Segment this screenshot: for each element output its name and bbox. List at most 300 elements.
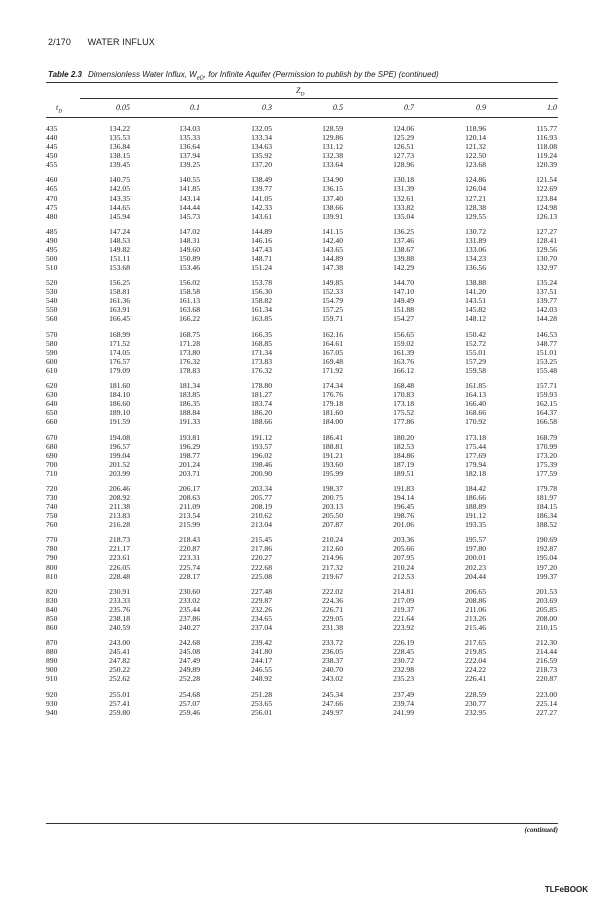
value-cell: 197.20 (536, 562, 557, 572)
table-row (46, 263, 558, 272)
col-header: 0.05 (116, 103, 130, 112)
value-cell: 156.30 (251, 287, 272, 297)
value-cell: 208.86 (465, 595, 486, 605)
value-cell: 139.88 (393, 253, 414, 263)
table-row (46, 572, 558, 581)
value-cell: 259.46 (179, 707, 200, 717)
value-cell: 191.59 (109, 417, 130, 427)
value-cell: 134.23 (465, 253, 486, 263)
value-cell: 145.73 (179, 211, 200, 221)
value-cell: 231.38 (322, 622, 343, 632)
value-cell: 189.10 (109, 408, 130, 418)
value-cell: 240.27 (179, 622, 200, 632)
td-cell: 810 (46, 571, 58, 581)
value-cell: 148.53 (109, 235, 130, 245)
td-cell: 480 (46, 211, 58, 221)
table-label: Table 2.3 (48, 70, 82, 79)
value-cell: 221.17 (109, 544, 130, 554)
value-cell: 236.05 (322, 647, 343, 657)
table-row (46, 502, 558, 511)
value-cell: 149.82 (109, 244, 130, 254)
value-cell: 198.46 (251, 459, 272, 469)
value-cell: 173.18 (393, 399, 414, 409)
td-cell: 780 (46, 544, 58, 554)
table-row (46, 605, 558, 614)
table-row (46, 638, 558, 647)
value-cell: 168.66 (465, 408, 486, 418)
value-cell: 215.45 (251, 535, 272, 545)
value-cell: 169.48 (322, 356, 343, 366)
value-cell: 202.23 (465, 562, 486, 572)
value-cell: 196.57 (109, 441, 130, 451)
value-cell: 134.90 (322, 175, 343, 185)
table-row (46, 184, 558, 193)
td-cell: 445 (46, 142, 58, 152)
value-cell: 186.41 (322, 432, 343, 442)
value-cell: 151.24 (251, 263, 272, 273)
value-cell: 139.45 (109, 160, 130, 170)
value-cell: 233.72 (322, 638, 343, 648)
value-cell: 194.14 (393, 493, 414, 502)
value-cell: 118.08 (536, 142, 557, 152)
value-cell: 136.25 (393, 226, 414, 236)
td-cell: 940 (46, 707, 58, 717)
value-cell: 199.04 (109, 450, 130, 460)
value-cell: 176.57 (109, 356, 130, 366)
value-cell: 235.76 (109, 604, 130, 614)
value-cell: 155.01 (465, 347, 486, 357)
value-cell: 158.81 (109, 287, 130, 297)
value-cell: 168.48 (393, 381, 414, 391)
value-cell: 173.80 (179, 347, 200, 357)
value-cell: 191.21 (322, 450, 343, 460)
value-cell: 133.64 (322, 160, 343, 170)
td-cell: 465 (46, 184, 58, 194)
zd-header: $Z_D$ (296, 86, 305, 98)
value-cell: 191.33 (179, 417, 200, 427)
td-cell: 730 (46, 493, 58, 502)
column-headers (46, 103, 558, 113)
value-cell: 175.39 (536, 459, 557, 469)
value-cell: 239.42 (251, 638, 272, 648)
value-cell: 129.55 (465, 211, 486, 221)
value-cell: 159.58 (465, 365, 486, 375)
value-cell: 141.85 (179, 184, 200, 194)
value-cell: 249.89 (179, 665, 200, 675)
value-cell: 203.13 (322, 502, 343, 512)
value-cell: 121.54 (536, 175, 557, 185)
value-cell: 128.59 (322, 124, 343, 133)
value-cell: 131.12 (322, 142, 343, 152)
value-cell: 193.81 (179, 432, 200, 442)
table-row (46, 381, 558, 390)
td-cell: 880 (46, 647, 58, 657)
value-cell: 188.84 (179, 408, 200, 418)
value-cell: 144.89 (251, 226, 272, 236)
value-cell: 168.85 (251, 338, 272, 348)
table-row (46, 160, 558, 169)
watermark: TLFeBOOK (544, 885, 588, 894)
value-cell: 122.50 (465, 151, 486, 161)
td-cell: 630 (46, 390, 58, 400)
value-cell: 168.99 (109, 329, 130, 339)
table-row (46, 699, 558, 708)
value-cell: 148.71 (251, 253, 272, 263)
value-cell: 200.90 (251, 468, 272, 478)
value-cell: 159.93 (536, 390, 557, 400)
value-cell: 137.20 (251, 160, 272, 170)
value-cell: 228.59 (465, 689, 486, 699)
value-cell: 134.63 (251, 142, 272, 152)
value-cell: 228.48 (109, 571, 130, 581)
value-cell: 221.64 (393, 613, 414, 623)
row-group (46, 175, 558, 220)
value-cell: 122.69 (536, 184, 557, 194)
table-caption (48, 70, 558, 82)
value-cell: 247.66 (322, 698, 343, 708)
value-cell: 232.26 (251, 604, 272, 614)
value-cell: 238.37 (322, 656, 343, 666)
value-cell: 182.53 (393, 441, 414, 451)
value-cell: 248.92 (251, 674, 272, 684)
table-row (46, 647, 558, 656)
value-cell: 184.15 (536, 502, 557, 512)
value-cell: 144.44 (179, 202, 200, 212)
value-cell: 126.04 (465, 184, 486, 194)
value-cell: 143.65 (322, 244, 343, 254)
value-cell: 204.44 (465, 571, 486, 581)
value-cell: 179.94 (465, 459, 486, 469)
table-row (46, 708, 558, 717)
caption-text: Dimensionless Water Influx, $W_{eD}$, for Infinite Aquifer (Permission to publish by the SPE) (continued) (87, 70, 439, 82)
td-cell: 520 (46, 278, 58, 288)
value-cell: 138.49 (251, 175, 272, 185)
value-cell: 213.54 (179, 511, 200, 521)
value-cell: 206.65 (465, 586, 486, 596)
value-cell: 159.71 (322, 314, 343, 324)
table-row (46, 314, 558, 323)
col-header: 0.1 (190, 103, 200, 112)
td-cell: 670 (46, 432, 58, 442)
table-body (46, 124, 558, 723)
table-row (46, 674, 558, 683)
table-row (46, 535, 558, 544)
value-cell: 171.92 (322, 365, 343, 375)
value-cell: 138.66 (322, 202, 343, 212)
table-row (46, 254, 558, 263)
table-row (46, 278, 558, 287)
value-cell: 180.20 (393, 432, 414, 442)
value-cell: 188.89 (465, 502, 486, 512)
value-cell: 191.83 (393, 483, 414, 493)
value-cell: 194.08 (109, 432, 130, 442)
value-cell: 121.32 (465, 142, 486, 152)
value-cell: 168.75 (179, 329, 200, 339)
value-cell: 142.33 (251, 202, 272, 212)
value-cell: 254.68 (179, 689, 200, 699)
value-cell: 166.12 (393, 365, 414, 375)
value-cell: 249.97 (322, 707, 343, 717)
value-cell: 156.02 (179, 278, 200, 288)
value-cell: 201.06 (393, 520, 414, 530)
value-cell: 144.89 (322, 253, 343, 263)
td-cell: 930 (46, 698, 58, 708)
value-cell: 257.41 (109, 698, 130, 708)
value-cell: 253.65 (251, 698, 272, 708)
value-cell: 219.37 (393, 604, 414, 614)
value-cell: 179.78 (536, 483, 557, 493)
value-cell: 123.84 (536, 193, 557, 203)
value-cell: 147.38 (322, 263, 343, 273)
table-row (46, 433, 558, 442)
value-cell: 155.48 (536, 365, 557, 375)
td-cell: 750 (46, 511, 58, 521)
value-cell: 222.68 (251, 562, 272, 572)
value-cell: 179.18 (322, 399, 343, 409)
value-cell: 154.79 (322, 296, 343, 306)
value-cell: 191.12 (251, 432, 272, 442)
value-cell: 234.65 (251, 613, 272, 623)
value-cell: 126.13 (536, 211, 557, 221)
row-group (46, 690, 558, 717)
value-cell: 252.28 (179, 674, 200, 684)
td-cell: 820 (46, 586, 58, 596)
value-cell: 208.00 (536, 613, 557, 623)
value-cell: 196.45 (393, 502, 414, 512)
row-group (46, 535, 558, 580)
value-cell: 170.92 (465, 417, 486, 427)
row-group (46, 381, 558, 426)
table-row (46, 236, 558, 245)
top-rule (46, 82, 558, 83)
value-cell: 213.04 (251, 520, 272, 530)
value-cell: 147.02 (179, 226, 200, 236)
continued-note: (continued) (524, 826, 558, 834)
td-cell: 570 (46, 329, 58, 339)
value-cell: 240.59 (109, 622, 130, 632)
table-row (46, 296, 558, 305)
table-row (46, 442, 558, 451)
td-cell: 560 (46, 314, 58, 324)
value-cell: 243.00 (109, 638, 130, 648)
value-cell: 205.85 (536, 604, 557, 614)
value-cell: 176.76 (322, 390, 343, 400)
value-cell: 184.00 (322, 417, 343, 427)
table-row (46, 460, 558, 469)
value-cell: 183.85 (179, 390, 200, 400)
value-cell: 241.80 (251, 647, 272, 657)
value-cell: 129.86 (322, 133, 343, 143)
value-cell: 150.42 (465, 329, 486, 339)
td-cell: 760 (46, 520, 58, 530)
value-cell: 222.04 (465, 656, 486, 666)
td-cell: 435 (46, 124, 58, 133)
value-cell: 138.15 (109, 151, 130, 161)
value-cell: 210.24 (322, 535, 343, 545)
value-cell: 142.40 (322, 235, 343, 245)
value-cell: 153.68 (109, 263, 130, 273)
value-cell: 120.14 (465, 133, 486, 143)
table-row (46, 390, 558, 399)
value-cell: 226.41 (465, 674, 486, 684)
td-cell: 860 (46, 622, 58, 632)
table-row (46, 133, 558, 142)
value-cell: 198.77 (179, 450, 200, 460)
row-group (46, 587, 558, 632)
value-cell: 216.28 (109, 520, 130, 530)
value-cell: 143.61 (251, 211, 272, 221)
value-cell: 140.55 (179, 175, 200, 185)
table-row (46, 175, 558, 184)
value-cell: 198.76 (393, 511, 414, 521)
td-cell: 850 (46, 613, 58, 623)
row-group (46, 638, 558, 683)
td-cell: 485 (46, 226, 58, 236)
value-cell: 132.05 (251, 124, 272, 133)
value-cell: 181.97 (536, 493, 557, 502)
value-cell: 230.72 (393, 656, 414, 666)
value-cell: 135.04 (393, 211, 414, 221)
td-cell: 540 (46, 296, 58, 306)
value-cell: 240.70 (322, 665, 343, 675)
table-row (46, 348, 558, 357)
td-cell: 600 (46, 356, 58, 366)
value-cell: 205.50 (322, 511, 343, 521)
value-cell: 257.07 (179, 698, 200, 708)
table-row (46, 287, 558, 296)
value-cell: 138.67 (393, 244, 414, 254)
value-cell: 134.22 (109, 124, 130, 133)
value-cell: 131.89 (465, 235, 486, 245)
value-cell: 163.91 (109, 305, 130, 315)
value-cell: 235.23 (393, 674, 414, 684)
table-row (46, 151, 558, 160)
value-cell: 251.28 (251, 689, 272, 699)
value-cell: 143.35 (109, 193, 130, 203)
value-cell: 158.58 (179, 287, 200, 297)
table-row (46, 484, 558, 493)
table-row (46, 690, 558, 699)
value-cell: 144.28 (536, 314, 557, 324)
value-cell: 138.88 (465, 278, 486, 288)
value-cell: 246.55 (251, 665, 272, 675)
value-cell: 243.02 (322, 674, 343, 684)
value-cell: 217.09 (393, 595, 414, 605)
value-cell: 250.22 (109, 665, 130, 675)
value-cell: 227.48 (251, 586, 272, 596)
value-cell: 217.32 (322, 562, 343, 572)
table-row (46, 493, 558, 502)
value-cell: 147.10 (393, 287, 414, 297)
row-group (46, 433, 558, 478)
value-cell: 131.39 (393, 184, 414, 194)
table-row (46, 520, 558, 529)
value-cell: 136.64 (179, 142, 200, 152)
td-cell: 870 (46, 638, 58, 648)
td-cell: 890 (46, 656, 58, 666)
value-cell: 184.10 (109, 390, 130, 400)
table-row (46, 245, 558, 254)
value-cell: 124.06 (393, 124, 414, 133)
value-cell: 186.20 (251, 408, 272, 418)
value-cell: 142.03 (536, 305, 557, 315)
td-cell: 470 (46, 193, 58, 203)
value-cell: 125.29 (393, 133, 414, 143)
value-cell: 226.71 (322, 604, 343, 614)
value-cell: 220.27 (251, 553, 272, 563)
value-cell: 141.15 (322, 226, 343, 236)
value-cell: 178.83 (179, 365, 200, 375)
value-cell: 212.30 (536, 638, 557, 648)
td-cell: 720 (46, 483, 58, 493)
value-cell: 226.19 (393, 638, 414, 648)
value-cell: 173.18 (465, 432, 486, 442)
value-cell: 149.85 (322, 278, 343, 288)
value-cell: 133.34 (251, 133, 272, 143)
value-cell: 205.77 (251, 493, 272, 502)
value-cell: 217.86 (251, 544, 272, 554)
value-cell: 116.93 (536, 133, 557, 143)
value-cell: 132.61 (393, 193, 414, 203)
value-cell: 156.65 (393, 329, 414, 339)
td-cell: 680 (46, 441, 58, 451)
value-cell: 224.22 (465, 665, 486, 675)
value-cell: 162.15 (536, 399, 557, 409)
value-cell: 199.37 (536, 571, 557, 581)
value-cell: 149.49 (393, 296, 414, 306)
value-cell: 255.01 (109, 689, 130, 699)
value-cell: 237.49 (393, 689, 414, 699)
value-cell: 247.49 (179, 656, 200, 666)
value-cell: 232.95 (465, 707, 486, 717)
table-row (46, 339, 558, 348)
row-group (46, 484, 558, 529)
value-cell: 203.69 (536, 595, 557, 605)
value-cell: 144.65 (109, 202, 130, 212)
value-cell: 157.25 (322, 305, 343, 315)
value-cell: 223.61 (109, 553, 130, 563)
td-cell: 495 (46, 244, 58, 254)
value-cell: 148.77 (536, 338, 557, 348)
value-cell: 123.68 (465, 160, 486, 170)
value-cell: 237.04 (251, 622, 272, 632)
value-cell: 161.85 (465, 381, 486, 391)
value-cell: 151.11 (109, 253, 130, 263)
value-cell: 166.58 (536, 417, 557, 427)
table-row (46, 357, 558, 366)
value-cell: 161.34 (251, 305, 272, 315)
value-cell: 237.86 (179, 613, 200, 623)
value-cell: 210.24 (393, 562, 414, 572)
value-cell: 214.96 (322, 553, 343, 563)
value-cell: 213.83 (109, 511, 130, 521)
value-cell: 210.62 (251, 511, 272, 521)
value-cell: 200.75 (322, 493, 343, 502)
value-cell: 130.72 (465, 226, 486, 236)
td-cell: 710 (46, 468, 58, 478)
td-header: $t_D$ (56, 103, 63, 115)
value-cell: 235.44 (179, 604, 200, 614)
td-cell: 830 (46, 595, 58, 605)
value-cell: 145.82 (465, 305, 486, 315)
table-row (46, 656, 558, 665)
value-cell: 190.69 (536, 535, 557, 545)
td-cell: 740 (46, 502, 58, 512)
value-cell: 213.26 (465, 613, 486, 623)
value-cell: 129.56 (536, 244, 557, 254)
td-cell: 640 (46, 399, 58, 409)
value-cell: 136.15 (322, 184, 343, 194)
